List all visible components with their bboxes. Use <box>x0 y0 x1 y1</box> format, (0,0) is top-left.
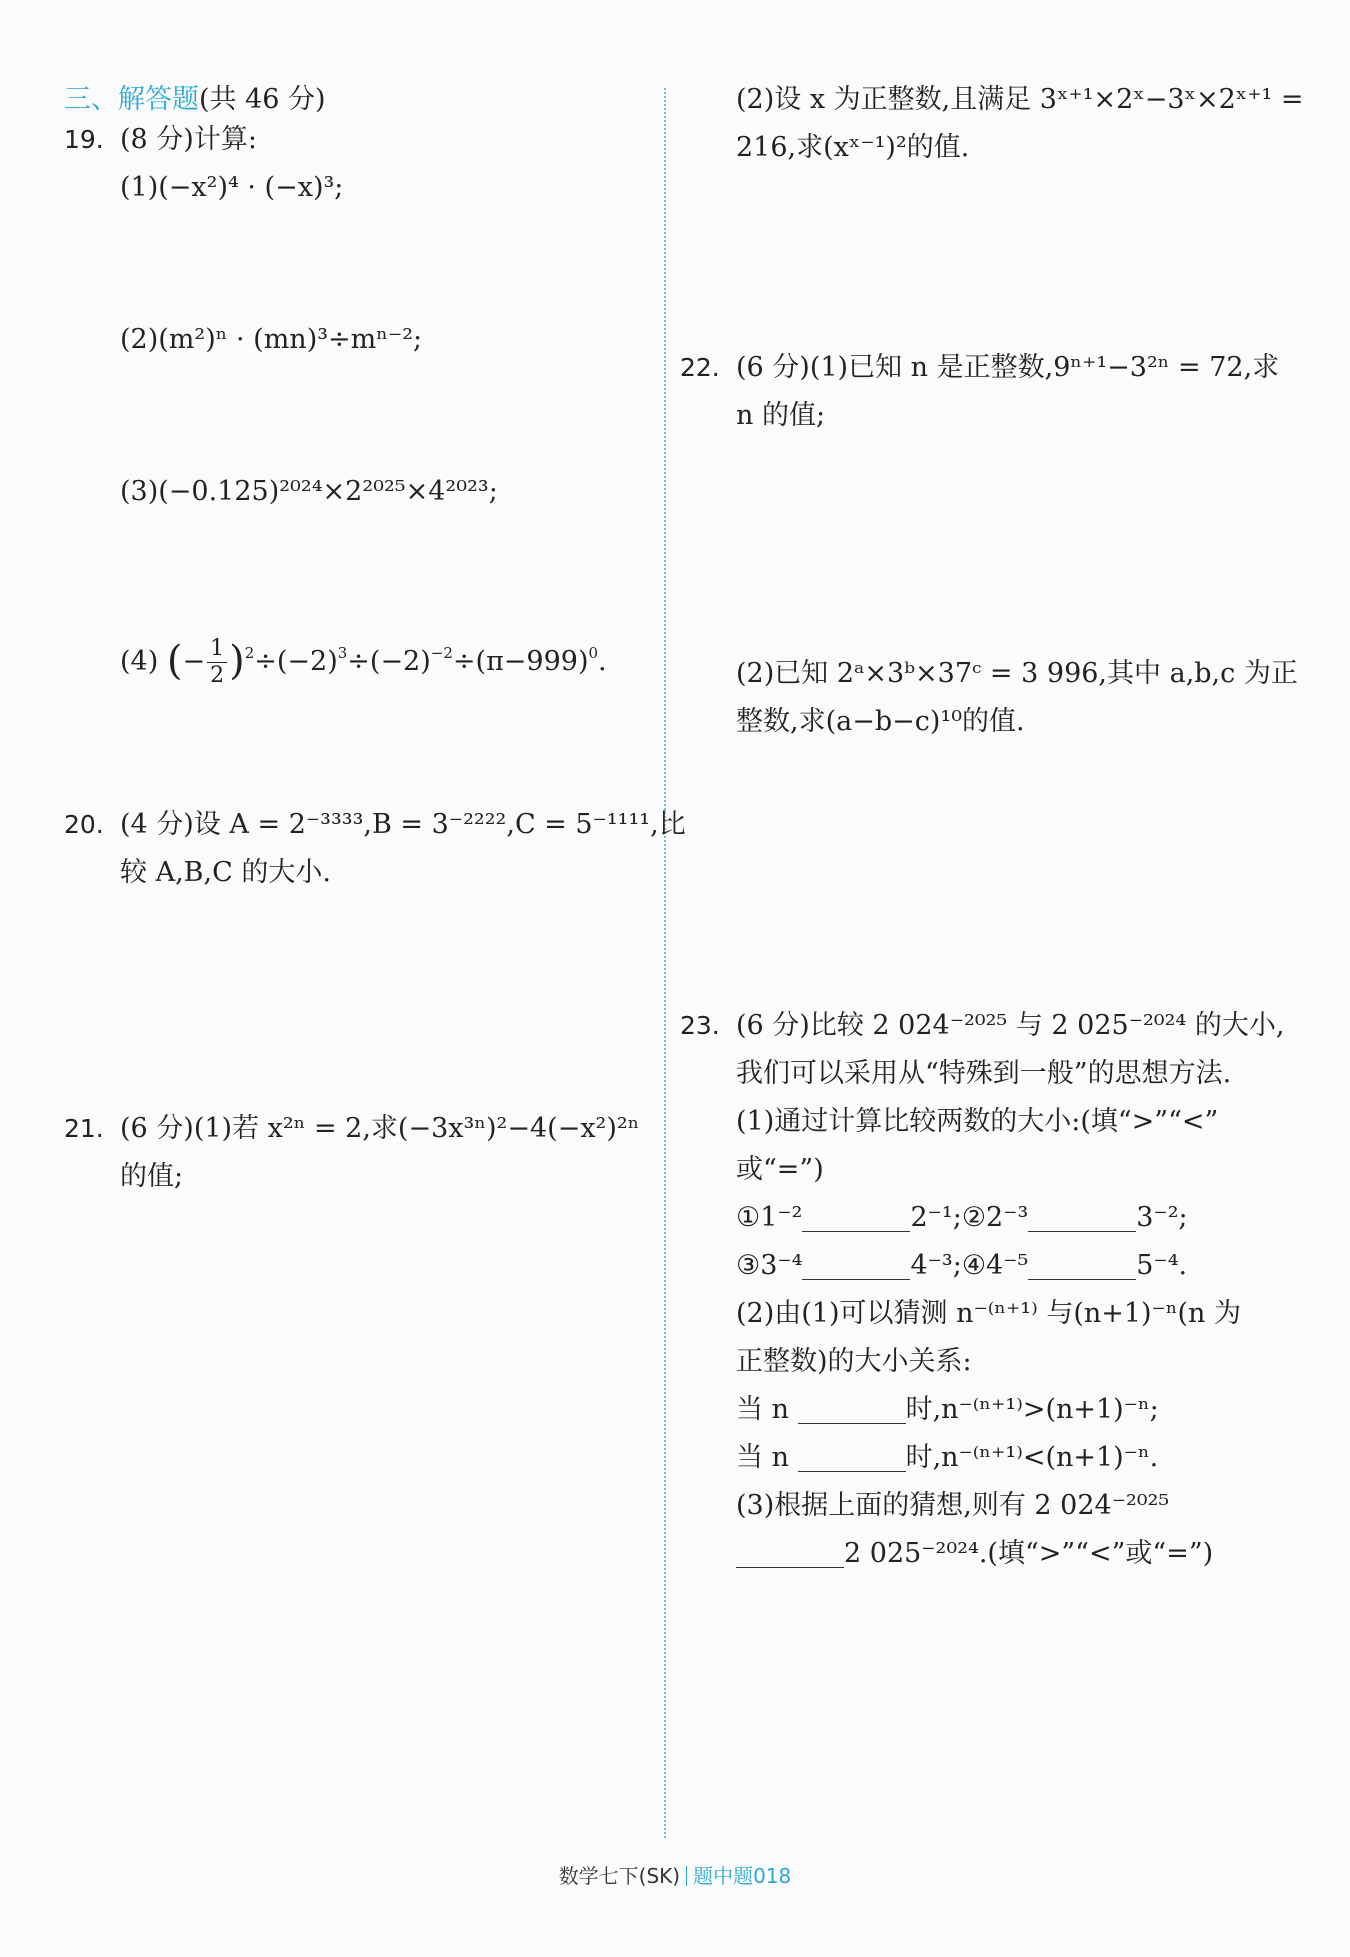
fraction <box>207 636 227 689</box>
q22-line1 <box>680 344 1280 392</box>
question-number: 19. <box>64 125 104 154</box>
q21-line2: 的值; <box>120 1161 184 1192</box>
when-text: 时,n⁻⁽ⁿ⁺¹⁾<(n+1)⁻ⁿ. <box>905 1442 1159 1473</box>
footer-brand: 题中题 <box>693 1864 754 1888</box>
q23-text: (6 分)比较 2 024⁻²⁰²⁵ 与 2 025⁻²⁰²⁴ 的大小, <box>736 1010 1285 1041</box>
compare-item: 2⁻¹; <box>910 1202 962 1233</box>
q19-part4: (4) (− $\frac{1}{2}$ )$^2\div(-2)^3\div(-2)^{-2}\div(\pi-999)^0$. <box>120 636 607 688</box>
compare-item: 5⁻⁴. <box>1136 1250 1188 1281</box>
compare-item: ①1⁻² <box>736 1202 803 1233</box>
q19-header <box>64 116 654 164</box>
compare-item: ②2⁻³ <box>961 1202 1029 1233</box>
question-number: 21. <box>64 1114 104 1143</box>
answer-blank[interactable] <box>802 1249 910 1280</box>
left-column <box>64 76 686 1201</box>
q22-part2-line2: 整数,求(a−b−c)¹⁰的值. <box>736 706 1025 737</box>
q21-part2-line2: 216,求(xˣ⁻¹)²的值. <box>736 132 970 163</box>
section-points: (共 46 分) <box>199 84 326 115</box>
answer-blank[interactable] <box>1028 1201 1136 1232</box>
page-footer <box>0 1860 1350 1889</box>
q20-text: (4 分)设 A = 2⁻³³³³,B = 3⁻²²²²,C = 5⁻¹¹¹¹,比 <box>120 809 686 840</box>
column-divider <box>664 88 666 1838</box>
q22-text: (6 分)(1)已知 n 是正整数,9ⁿ⁺¹−3²ⁿ = 72,求 <box>736 352 1280 383</box>
q23-when-row2 <box>680 1434 1280 1482</box>
compare-item: ④4⁻⁵ <box>961 1250 1029 1281</box>
footer-separator <box>686 1866 687 1886</box>
q23-part1-line1: (1)通过计算比较两数的大小:(填“>”“<” <box>736 1106 1219 1137</box>
q23-part2-line2: 正整数)的大小关系: <box>736 1346 972 1377</box>
question-number: 23. <box>680 1011 720 1040</box>
q23-compare-row1 <box>680 1194 1280 1242</box>
question-number: 20. <box>64 810 104 839</box>
when-label: 当 n <box>736 1394 789 1425</box>
right-column <box>680 76 1304 1578</box>
q23-part3-text: 2 025⁻²⁰²⁴.(填“>”“<”或“=”) <box>844 1538 1214 1569</box>
footer-book-title: 数学七下(SK) <box>558 1864 681 1888</box>
section-title: 三、解答题 <box>64 84 199 115</box>
q21-text: (6 分)(1)若 x²ⁿ = 2,求(−3x³ⁿ)²−4(−x²)²ⁿ <box>120 1113 640 1144</box>
answer-blank[interactable] <box>1028 1249 1136 1280</box>
compare-item: 3⁻²; <box>1136 1202 1188 1233</box>
q23-line2: 我们可以采用从“特殊到一般”的思想方法. <box>736 1058 1232 1089</box>
compare-item: 4⁻³; <box>910 1250 962 1281</box>
q22-part2-line1: (2)已知 2ᵃ×3ᵇ×37ᶜ = 3 996,其中 a,b,c 为正 <box>736 658 1298 689</box>
q20-line2: 较 A,B,C 的大小. <box>120 857 331 888</box>
q23-compare-row2 <box>680 1242 1280 1290</box>
answer-blank[interactable] <box>798 1441 906 1472</box>
q23-when-row1 <box>680 1386 1280 1434</box>
footer-page-number: 018 <box>753 1864 792 1888</box>
answer-blank[interactable] <box>736 1537 844 1568</box>
question-number: 22. <box>680 353 720 382</box>
q22-line2: n 的值; <box>736 400 826 431</box>
q23-part3-line1: (3)根据上面的猜想,则有 2 024⁻²⁰²⁵ <box>736 1490 1170 1521</box>
q19-part2: (2)(m²)ⁿ · (mn)³÷mⁿ⁻²; <box>120 324 423 355</box>
q19-part1: (1)(−x²)⁴ · (−x)³; <box>120 172 344 203</box>
q23-line1 <box>680 1002 1285 1050</box>
q19-part3: (3)(−0.125)²⁰²⁴×2²⁰²⁵×4²⁰²³; <box>120 476 498 507</box>
answer-blank[interactable] <box>798 1393 906 1424</box>
q23-part2-line1: (2)由(1)可以猜测 n⁻⁽ⁿ⁺¹⁾ 与(n+1)⁻ⁿ(n 为 <box>736 1298 1242 1329</box>
answer-blank[interactable] <box>802 1201 910 1232</box>
when-text: 时,n⁻⁽ⁿ⁺¹⁾>(n+1)⁻ⁿ; <box>905 1394 1159 1425</box>
q23-part1-line2: 或“=”) <box>736 1154 824 1185</box>
q21-line1 <box>64 1105 654 1153</box>
q21-part2-line1: (2)设 x 为正整数,且满足 3ˣ⁺¹×2ˣ−3ˣ×2ˣ⁺¹ = <box>736 84 1304 115</box>
when-label: 当 n <box>736 1442 789 1473</box>
q20-line1 <box>64 801 686 849</box>
compare-item: ③3⁻⁴ <box>736 1250 803 1281</box>
fraction-denominator: 2 <box>210 663 225 688</box>
q19-part4-label: (4) <box>120 646 159 677</box>
q23-part3-line2 <box>680 1530 1280 1578</box>
q19-intro: (8 分)计算: <box>120 124 257 155</box>
fraction-numerator: 1 <box>207 636 227 663</box>
